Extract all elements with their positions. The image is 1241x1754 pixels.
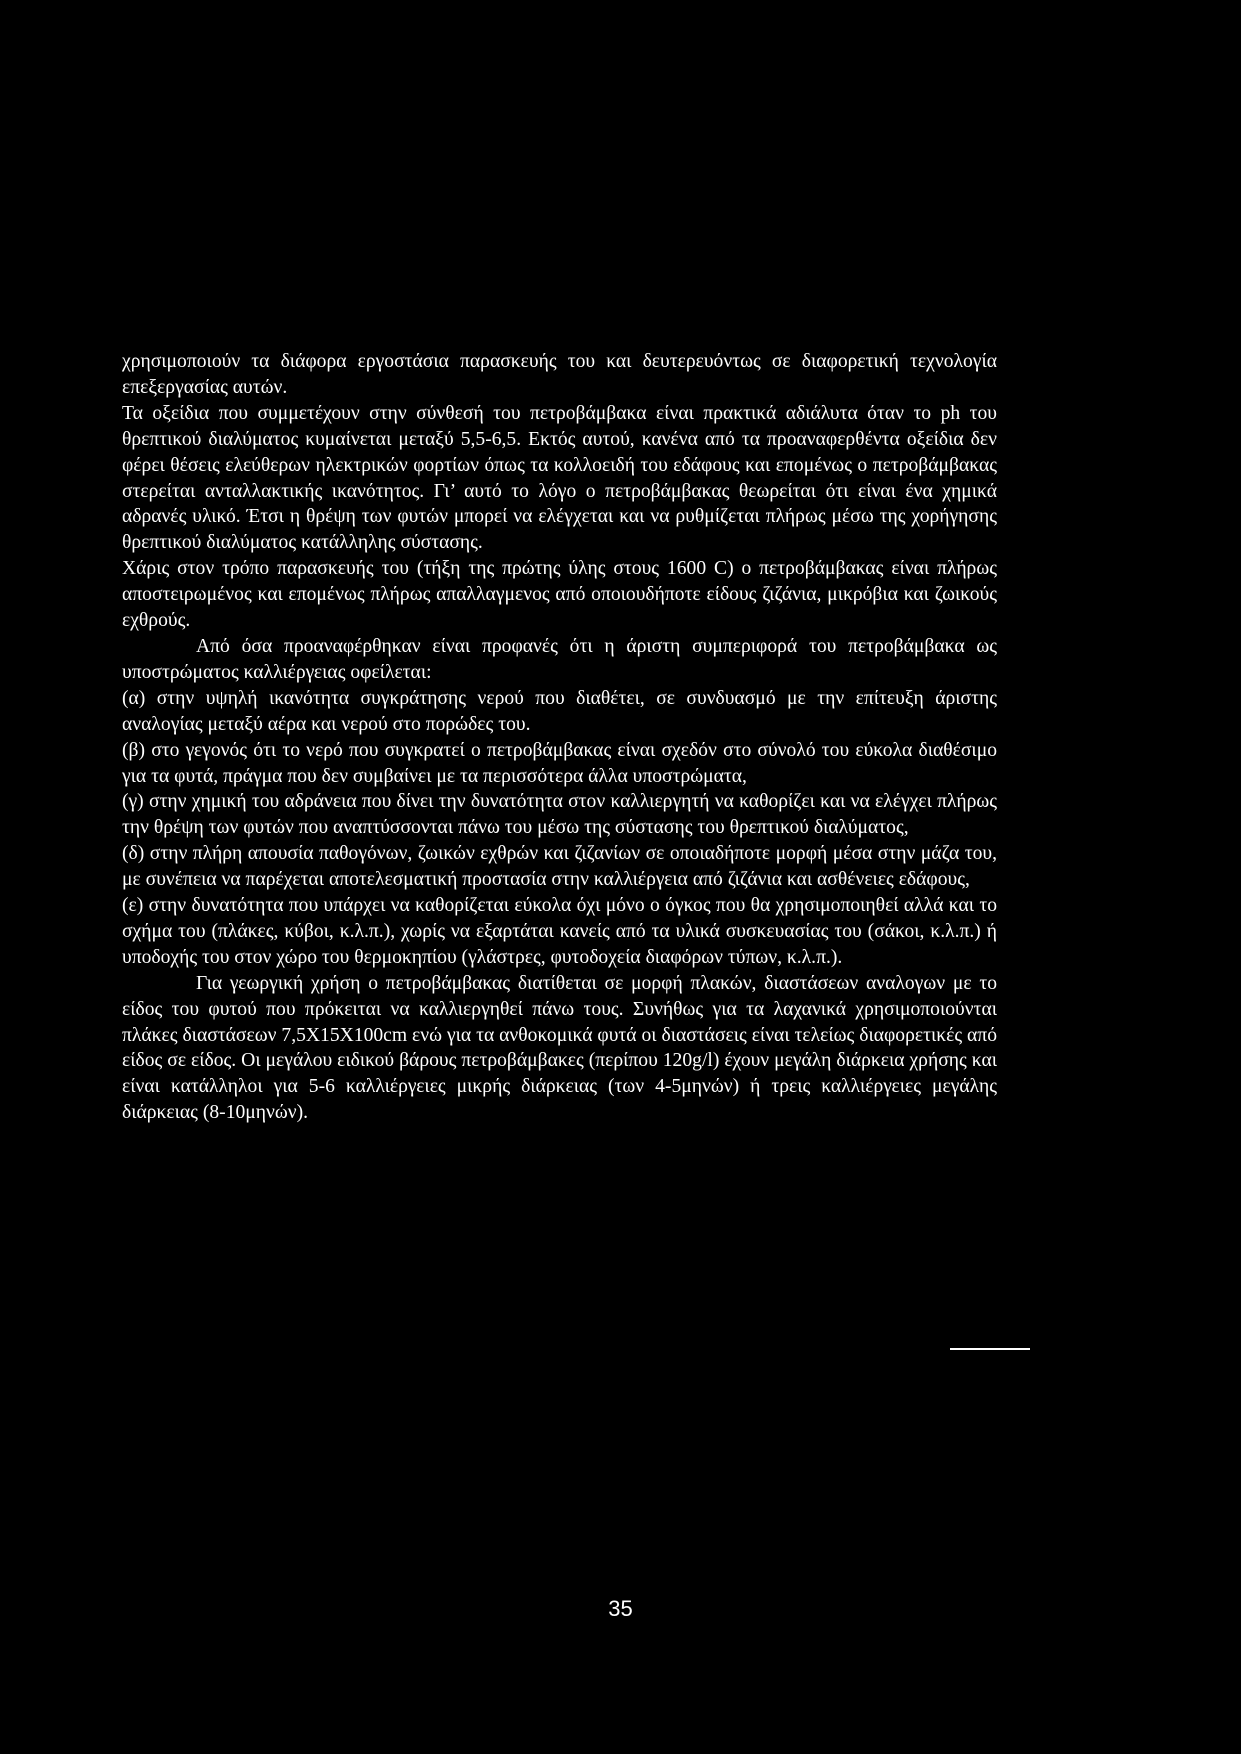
list-item-b: (β) στο γεγονός ότι το νερό που συγκρατεί ο πετροβάμβακας είναι σχεδόν στο σύνολό του εύκολα διαθέσιμο για τα φυτά, πράγμα που δεν συμβαίνει με τα περισσότερα άλλα υποστρώματα, <box>122 739 997 787</box>
paragraph-agricultural-use: Για γεωργική χρήση ο πετροβάμβακας διατίθεται σε μορφή πλακών, διαστάσεων αναλογων με το είδος του φυτού που πρόκειται να καλλιεργηθεί πάνω τους. Συνήθως για τα λαχανικά χρησιμοποιούνται πλάκες διαστάσεων 7,5Χ15Χ100cm ενώ για τα ανθοκομικά φυτά οι διαστάσεις είναι τελείως διαφορετικές από είδος σε είδος. Οι μεγάλου ειδικού βάρους πετροβάμβακες (περίπου 120g/l) έχουν μεγάλη διάρκεια χρήσης και είναι κατάλληλοι για 5-6 καλλιέργειες μικρής διάρκειας (των 4-5μηνών) ή τρεις καλλιέργειες μεγάλης διάρκειας (8-10μηνών). <box>122 972 997 1124</box>
page-number: 35 <box>608 1596 633 1621</box>
list-item-e: (ε) στην δυνατότητα που υπάρχει να καθορίζεται εύκολα όχι μόνο ο όγκος που θα χρησιμοποιηθεί αλλά και το σχήμα του (πλάκες, κύβοι, κ.λ.π.), χωρίς να εξαρτάται κανείς από τα υλικά συσκευασίας του (σάκοι, κ.λ.π.) ή υποδοχής του στον χώρο του θερμοκηπίου (γλάστρες, φυτοδοχεία διαφόρων τύπων, κ.λ.π.). <box>122 895 997 968</box>
list-item-c: (γ) στην χημική του αδράνεια που δίνει την δυνατότητα στον καλλιεργητή να καθορίζει και να ελέγχει πλήρως την θρέψη των φυτών που αναπτύσσονται πάνω του μέσω της σύστασης του θρεπτικού διαλύματος, <box>122 791 997 839</box>
end-of-text-rule <box>950 1348 1030 1350</box>
list-item-d: (δ) στην πλήρη απουσία παθογόνων, ζωικών εχθρών και ζιζανίων σε οποιαδήποτε μορφή μέσα στην μάζα του, με συνέπεια να παρέχεται αποτελεσματική προστασία στην καλλιέργεια από ζιζάνια και ασθένειες εδάφους, <box>122 843 997 891</box>
paragraph-continuation: χρησιμοποιούν τα διάφορα εργοστάσια παρασκευής του και δευτερευόντως σε διαφορετική τεχνολογία επεξεργασίας αυτών. <box>122 351 997 398</box>
paragraph-summary-intro: Από όσα προαναφέρθηκαν είναι προφανές ότι η άριστη συμπεριφορά του πετροβάμβακα ως υποστρώματος καλλιέργειας οφείλεται: <box>122 635 997 683</box>
paragraph-oxides: Τα οξείδια που συμμετέχουν στην σύνθεσή του πετροβάμβακα είναι πρακτικά αδιάλυτα όταν το ph του θρεπτικού διαλύματος κυμαίνεται μεταξύ 5,5-6,5. Εκτός αυτού, κανένα από τα προαναφερθέντα οξείδια δεν φέρει θέσεις ελεύθερων ηλεκτρικών φορτίων όπως τα κολλοειδή του εδάφους και επομένως ο πετροβάμβακας στερείται ανταλλακτικής ικανότητος. Γι’ αυτό το λόγο ο πετροβάμβακας θεωρείται ότι είναι ένα χημικά αδρανές υλικό. Έτσι η θρέψη των φυτών μπορεί να ελέγχεται και να ρυθμίζεται πλήρως μέσω της χορήγησης θρεπτικού διαλύματος κατάλληλης σύστασης. <box>122 402 997 554</box>
list-item-a: (α) στην υψηλή ικανότητα συγκράτησης νερού που διαθέτει, σε συνδυασμό με την επίτευξη άριστης αναλογίας μεταξύ αέρα και νερού στο πορώδες του. <box>122 687 997 735</box>
paragraph-sterilization: Χάρις στον τρόπο παρασκευής του (τήξη της πρώτης ύλης στους 1600 C) ο πετροβάμβακας είναι πλήρως αποστειρωμένος και επομένως πλήρως απαλλαγμενος από οποιουδήποτε είδους ζιζάνια, μικρόβια και ζωικούς εχθρούς. <box>122 558 997 632</box>
body-text <box>122 349 997 1126</box>
